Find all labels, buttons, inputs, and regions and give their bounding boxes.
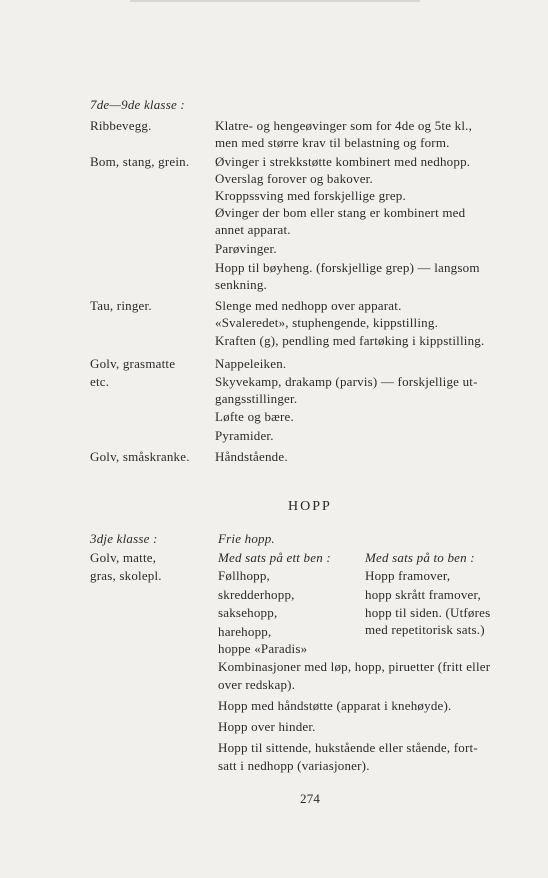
one-leg-item: skredderhopp, (218, 587, 295, 602)
exercise-line: annet apparat. (215, 222, 291, 237)
exercise-line: Klatre- og hengeøvinger som for 4de og 5te kl., (215, 118, 473, 133)
apparatus-gras: gras, skolepl. (90, 568, 162, 583)
exercise-line: Pyramider. (215, 428, 274, 443)
jump-line: Hopp med håndstøtte (apparat i knehøyde). (218, 698, 452, 713)
exercise-line: Nappeleiken. (215, 356, 287, 371)
scan-edge-mark (130, 0, 420, 2)
jump-line: Hopp over hinder. (218, 719, 316, 734)
apparatus-smaskranke: Golv, småskranke. (90, 449, 190, 464)
page-number: 274 (300, 791, 321, 806)
exercise-line: «Svaleredet», stuphengende, kippstilling. (215, 315, 439, 330)
two-legs-item: hopp skrått framover, (365, 587, 481, 602)
exercise-line: Øvinger i strekkstøtte kombinert med nedhopp. (215, 154, 471, 169)
one-leg-item: hoppe «Paradis» (218, 641, 308, 656)
section-heading-hopp: HOPP (288, 499, 332, 514)
exercise-line: Kroppssving med forskjellige grep. (215, 188, 406, 203)
exercise-line: Håndstående. (215, 449, 288, 464)
one-leg-item: harehopp, (218, 624, 272, 639)
apparatus-golv: Golv, grasmatte (90, 356, 176, 371)
apparatus-golv-cont: etc. (90, 374, 110, 389)
two-legs-item: Hopp framover, (365, 568, 451, 583)
exercise-line: men med større krav til belastning og form. (215, 135, 450, 150)
apparatus-tau: Tau, ringer. (90, 298, 152, 313)
apparatus-ribbevegg: Ribbevegg. (90, 118, 152, 133)
jump-line: over redskap). (218, 677, 296, 692)
free-jumps-title: Frie hopp. (218, 531, 275, 546)
exercise-line: senkning. (215, 277, 267, 292)
exercise-line: Kraften (g), pendling med fartøking i kippstilling. (215, 333, 485, 348)
one-leg-item: Føllhopp, (218, 568, 271, 583)
two-legs-item: hopp til siden. (Utføres (365, 605, 491, 620)
exercise-line: Overslag forover og bakover. (215, 171, 373, 186)
exercise-line: Slenge med nedhopp over apparat. (215, 298, 402, 313)
jump-line: Kombinasjoner med løp, hopp, piruetter (fritt eller (218, 659, 491, 674)
exercise-line: Parøvinger. (215, 241, 277, 256)
two-legs-title: Med sats på to ben : (365, 550, 475, 565)
one-leg-item: saksehopp, (218, 605, 278, 620)
exercise-line: gangsstillinger. (215, 391, 298, 406)
one-leg-title: Med sats på ett ben : (218, 550, 331, 565)
apparatus-bom: Bom, stang, grein. (90, 154, 190, 169)
two-legs-item: med repetitorisk sats.) (365, 622, 485, 637)
apparatus-golv-matte: Golv, matte, (90, 550, 157, 565)
jump-line: satt i nedhopp (variasjoner). (218, 758, 370, 773)
exercise-line: Øvinger der bom eller stang er kombinert med (215, 205, 466, 220)
exercise-line: Løfte og bære. (215, 409, 294, 424)
class-label-3: 3dje klasse : (90, 531, 158, 546)
class-label-7-9: 7de—9de klasse : (90, 97, 185, 112)
exercise-line: Hopp til bøyheng. (forskjellige grep) — langsom (215, 260, 480, 275)
exercise-line: Skyvekamp, drakamp (parvis) — forskjellige ut- (215, 374, 478, 389)
jump-line: Hopp til sittende, hukstående eller stående, fort- (218, 740, 478, 755)
